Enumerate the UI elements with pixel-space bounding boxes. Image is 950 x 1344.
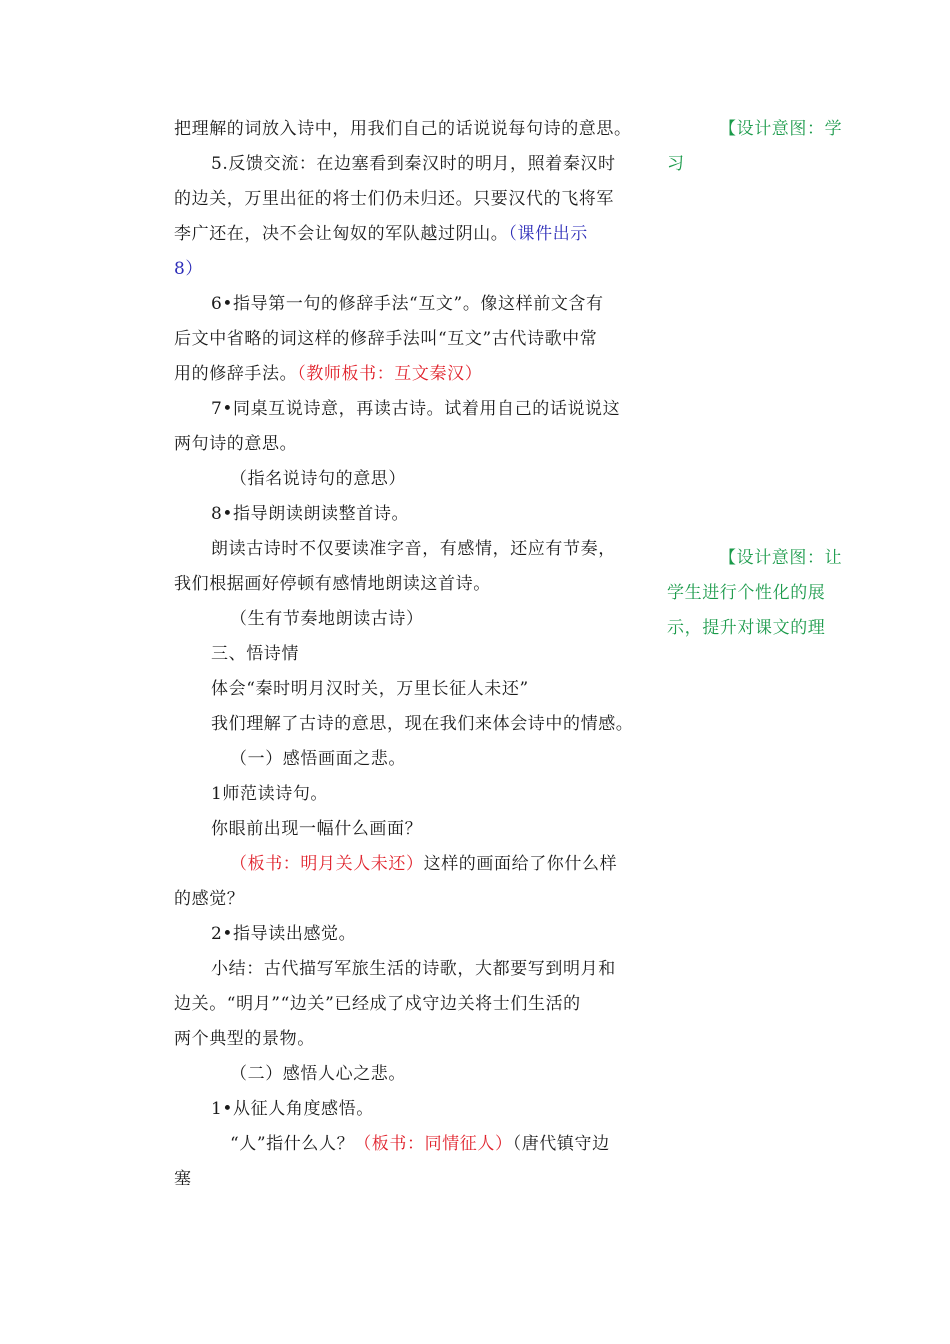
text-line xyxy=(174,287,664,322)
sidenote-line: 习 xyxy=(667,154,685,174)
text-run: 的边关，万里出征的将士们仍未归还。只要汉代的飞将军 xyxy=(174,189,614,209)
text-run: 李广还在，决不会让匈奴的军队越过阴山。 xyxy=(174,224,509,244)
text-run: （二）感悟人心之悲。 xyxy=(230,1064,406,1084)
text-run: 朗读古诗时不仅要读准字音，有感情，还应有节奏， xyxy=(211,539,616,559)
text-run: 我们根据画好停顿有感情地朗读这首诗。 xyxy=(174,574,491,594)
text-run: 边关。“明月”“边关”已经成了戍守边关将士们生活的 xyxy=(174,994,581,1014)
text-run: 后文中省略的词这样的修辞手法叫“互文”古代诗歌中常 xyxy=(174,329,598,349)
board-note: （板书：同情征人） xyxy=(354,1134,513,1154)
text-line xyxy=(174,847,664,882)
sidenote-line: 【设计意图：学 xyxy=(719,119,843,139)
text-run: 体会“秦时明月汉时关，万里长征人未还” xyxy=(211,679,529,699)
text-line xyxy=(174,882,664,917)
text-run: 三、悟诗情 xyxy=(211,644,299,664)
text-run: （唐代镇守边 xyxy=(512,1134,610,1154)
text-run: 7•同桌互说诗意，再读古诗。试着用自己的话说说这 xyxy=(211,399,621,419)
text-line xyxy=(174,497,664,532)
text-line xyxy=(174,532,664,567)
text-line xyxy=(174,217,664,252)
text-line xyxy=(174,637,664,672)
text-line xyxy=(174,182,664,217)
sidenote-line: 学生进行个性化的展 xyxy=(667,583,826,603)
text-line xyxy=(174,427,664,462)
text-line xyxy=(174,392,664,427)
text-run: 两个典型的景物。 xyxy=(174,1029,315,1049)
text-run: 用的修辞手法。 xyxy=(174,364,298,384)
text-line xyxy=(174,812,664,847)
text-run: 8•指导朗读朗读整首诗。 xyxy=(211,504,410,524)
text-line xyxy=(174,672,664,707)
text-line xyxy=(174,742,664,777)
text-run: 5.反馈交流：在边塞看到秦汉时的明月，照着秦汉时 xyxy=(211,154,616,174)
slide-note: 8） xyxy=(174,259,204,279)
text-run: 把理解的词放入诗中，用我们自己的话说说每句诗的意思。 xyxy=(174,119,632,139)
board-note: （教师板书：互文秦汉） xyxy=(297,364,483,384)
text-run: 1•从征人角度感悟。 xyxy=(211,1099,374,1119)
text-run: 1师范读诗句。 xyxy=(211,784,329,804)
text-line xyxy=(174,322,664,357)
text-line xyxy=(174,602,664,637)
text-line xyxy=(174,357,664,392)
text-line xyxy=(174,567,664,602)
text-run: 你眼前出现一幅什么画面？ xyxy=(211,819,423,839)
text-line xyxy=(174,1127,664,1162)
text-line xyxy=(174,952,664,987)
lesson-body xyxy=(174,112,664,1197)
text-run: 2•指导读出感觉。 xyxy=(211,924,357,944)
text-line xyxy=(174,1162,664,1197)
sidenote-design-intent-1 xyxy=(667,112,857,182)
text-line xyxy=(174,147,664,182)
text-line xyxy=(174,987,664,1022)
text-line xyxy=(174,1092,664,1127)
text-run: （指名说诗句的意思） xyxy=(230,469,406,489)
text-run: 的感觉？ xyxy=(174,889,245,909)
text-line xyxy=(174,917,664,952)
sidenote-line: 【设计意图：让 xyxy=(719,548,843,568)
text-run: （生有节奏地朗读古诗） xyxy=(230,609,424,629)
text-line xyxy=(174,462,664,497)
text-run: 这样的画面给了你什么样 xyxy=(423,854,618,874)
text-line xyxy=(174,112,664,147)
text-line xyxy=(174,707,664,742)
sidenote-design-intent-2 xyxy=(667,541,857,646)
board-note: （板书：明月关人未还） xyxy=(230,854,424,874)
text-run: “人”指什么人？ xyxy=(230,1134,355,1154)
text-line xyxy=(174,252,664,287)
sidenote-line: 示，提升对课文的理 xyxy=(667,618,826,638)
text-run: 两句诗的意思。 xyxy=(174,434,298,454)
text-run: 6•指导第一句的修辞手法“互文”。像这样前文含有 xyxy=(211,294,604,314)
text-line xyxy=(174,1022,664,1057)
text-line xyxy=(174,1057,664,1092)
slide-note: （课件出示 xyxy=(508,224,588,244)
text-line xyxy=(174,777,664,812)
text-run: 我们理解了古诗的意思，现在我们来体会诗中的情感。 xyxy=(211,714,634,734)
text-run: 小结：古代描写军旅生活的诗歌，大都要写到明月和 xyxy=(211,959,616,979)
text-run: 塞 xyxy=(174,1169,192,1189)
text-run: （一）感悟画面之悲。 xyxy=(230,749,406,769)
